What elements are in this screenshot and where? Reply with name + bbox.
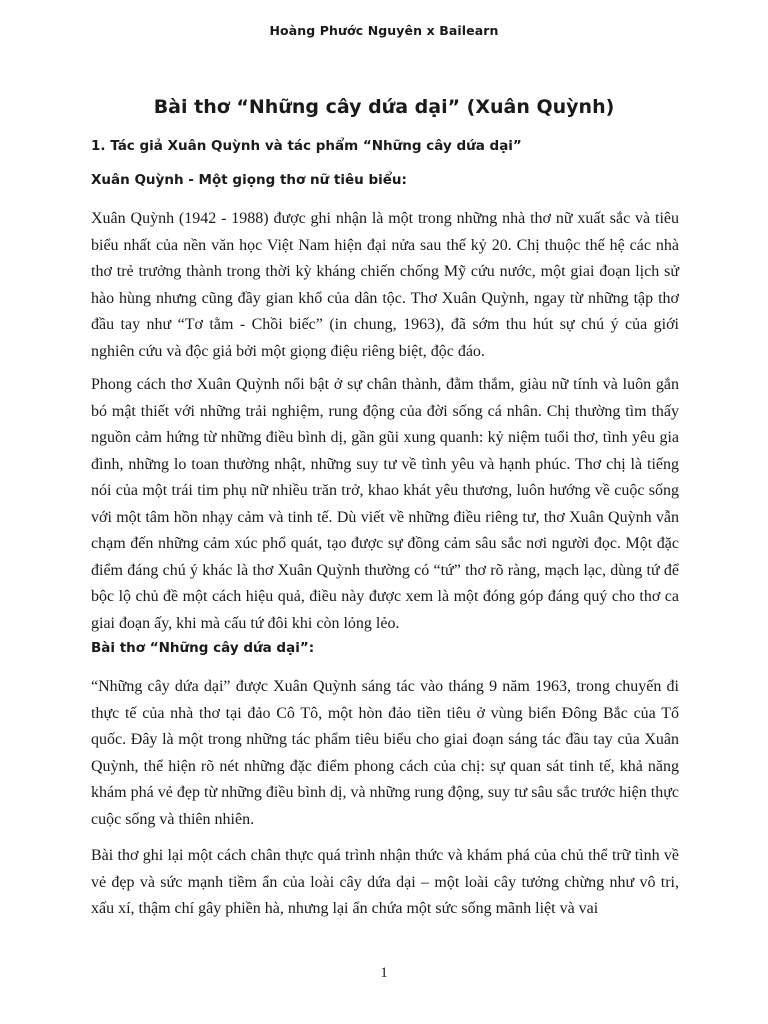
page-header: Hoàng Phước Nguyên x Bailearn bbox=[269, 23, 499, 38]
paragraph-author-style: Phong cách thơ Xuân Quỳnh nổi bật ở sự chân thành, đằm thắm, giàu nữ tính và luôn gắn bó mật thiết với những trải nghiệm, rung động của đời sống cá nhân. Chị thường tìm thấy nguồn cảm hứng từ những điều bình dị, gần gũi xung quanh: kỷ niệm tuổi thơ, tình yêu gia đình, những lo toan thường nhật, những suy tư về tình yêu và hạnh phúc. Thơ chị là tiếng nói của một trái tim phụ nữ nhiều trăn trở, khao khát yêu thương, luôn hướng về cuộc sống với một tâm hồn nhạy cảm và tinh tế. Dù viết về những điều riêng tư, thơ Xuân Quỳnh vẫn chạm đến những cảm xúc phổ quát, tạo được sự đồng cảm sâu sắc nơi người đọc. Một đặc điểm đáng chú ý khác là thơ Xuân Quỳnh thường có “tứ” thơ rõ ràng, mạch lạc, dùng tứ để bộc lộ chủ đề một cách hiệu quả, điều này được xem là một đóng góp đáng quý cho thơ ca giai đoạn ấy, khi mà cấu tứ đôi khi còn lỏng lẻo. bbox=[91, 376, 679, 632]
subheading-poem: Bài thơ “Những cây dứa dại”: bbox=[91, 640, 315, 656]
paragraph-poem-content: Bài thơ ghi lại một cách chân thực quá trình nhận thức và khám phá của chủ thể trữ tình về vẻ đẹp và sức mạnh tiềm ẩn của loài cây dứa dại – một loài cây tưởng chừng như vô tri, xấu xí, thậm chí gây phiền hà, nhưng lại ẩn chứa một sức sống mãnh liệt và vai bbox=[91, 847, 679, 917]
page-number: 1 bbox=[380, 965, 388, 981]
subheading-author: Xuân Quỳnh - Một giọng thơ nữ tiêu biểu: bbox=[91, 172, 407, 188]
document-title: Bài thơ “Những cây dứa dại” (Xuân Quỳnh) bbox=[153, 96, 615, 118]
section-heading: 1. Tác giả Xuân Quỳnh và tác phẩm “Những cây dứa dại” bbox=[91, 138, 522, 154]
paragraph-poem-context: “Những cây dứa dại” được Xuân Quỳnh sáng tác vào tháng 9 năm 1963, trong chuyến đi thực tế của nhà thơ tại đảo Cô Tô, một hòn đảo tiền tiêu ở vùng biển Đông Bắc của Tổ quốc. Đây là một trong những tác phẩm tiêu biểu cho giai đoạn sáng tác đầu tay của Xuân Quỳnh, thể hiện rõ nét những đặc điểm phong cách của chị: sự quan sát tinh tế, khả năng khám phá vẻ đẹp từ những điều bình dị, và những rung động, suy tư sâu sắc trước hiện thực cuộc sống và thiên nhiên. bbox=[91, 678, 679, 828]
paragraph-author-intro: Xuân Quỳnh (1942 - 1988) được ghi nhận là một trong những nhà thơ nữ xuất sắc và tiêu biểu nhất của nền văn học Việt Nam hiện đại nửa sau thế kỷ 20. Chị thuộc thế hệ các nhà thơ trẻ trưởng thành trong thời kỳ kháng chiến chống Mỹ cứu nước, một giai đoạn lịch sử hào hùng nhưng cũng đầy gian khổ của dân tộc. Thơ Xuân Quỳnh, ngay từ những tập thơ đầu tay như “Tơ tằm - Chồi biếc” (in chung, 1963), đã sớm thu hút sự chú ý của giới nghiên cứu và độc giả bởi một giọng điệu riêng biệt, độc đáo. bbox=[91, 210, 679, 360]
